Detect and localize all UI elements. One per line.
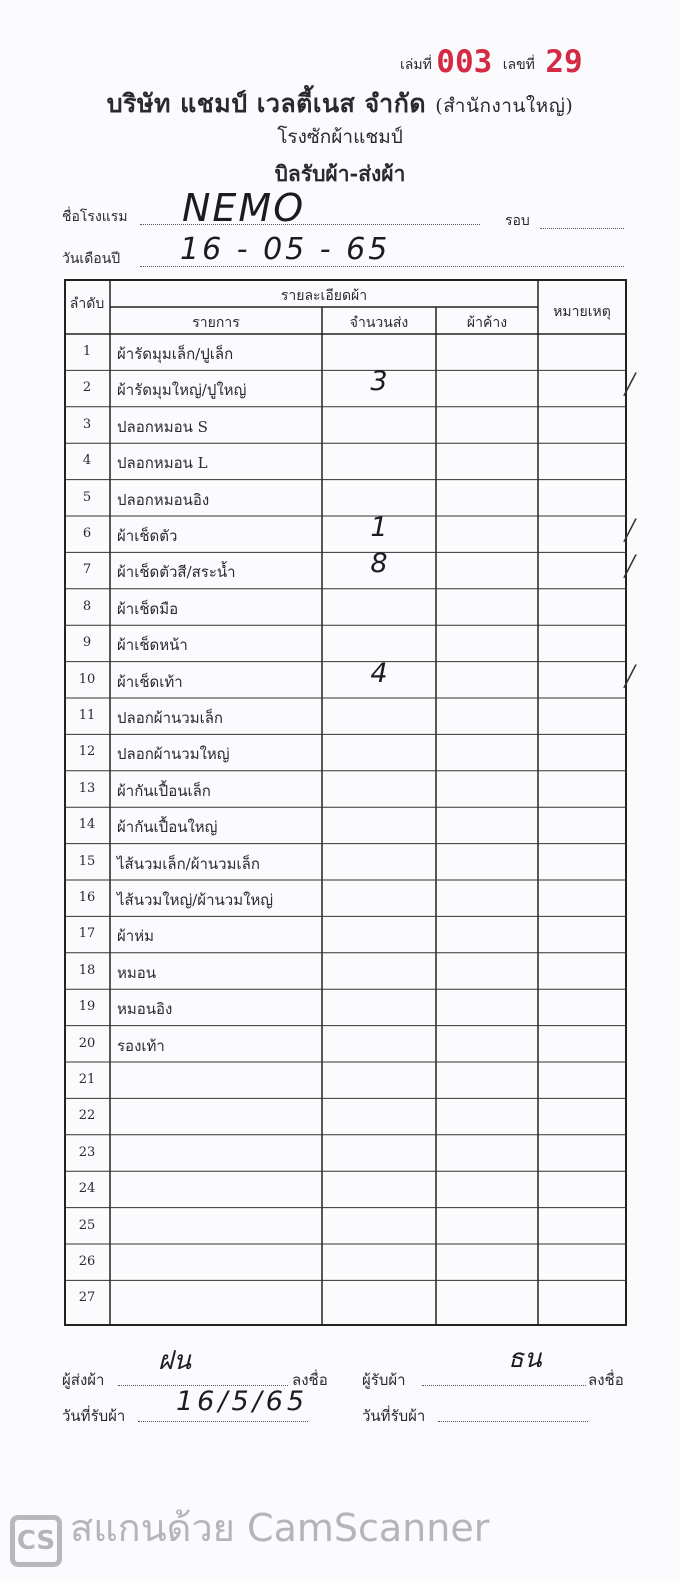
row-number: 3 — [82, 416, 92, 432]
row-item: ผ้าห่ม — [117, 927, 154, 946]
receiver-date-label: วันที่รับผ้า — [362, 1407, 426, 1425]
row-number: 1 — [82, 344, 92, 359]
row-number: 20 — [78, 1035, 96, 1051]
col-group-header: รายละเอียดผ้า — [280, 288, 368, 304]
col-remark-header: หมายเหตุ — [553, 304, 611, 320]
check-mark-icon: ╱ — [624, 554, 637, 579]
row-number: 9 — [82, 635, 92, 651]
row-item: ปลอกผ้านวมเล็ก — [117, 709, 223, 727]
hotel-label: ชื่อโรงแรม — [62, 209, 128, 225]
receiver-dotline — [422, 1385, 586, 1386]
col-sent-header: จำนวนส่ง — [349, 315, 409, 331]
row-item: ไส้นวมใหญ่/ผ้านวมใหญ่ — [117, 891, 274, 909]
row-number: 22 — [78, 1108, 96, 1124]
date-label: วันเดือนปี — [62, 251, 121, 267]
row-number: 8 — [82, 598, 92, 614]
row-number: 13 — [78, 780, 96, 796]
receiver-date-dotline — [438, 1421, 588, 1422]
sender-signature: ฝน — [158, 1346, 192, 1376]
row-item: ไส้นวมเล็ก/ผ้านวมเล็ก — [117, 854, 260, 873]
row-item: ปลอกหมอน L — [117, 454, 208, 473]
book-number: 003 — [436, 44, 493, 80]
row-number: 12 — [78, 744, 96, 760]
book-number-line — [400, 44, 583, 80]
row-item: ผ้าเช็ดมือ — [117, 599, 179, 618]
row-number: 23 — [78, 1144, 96, 1160]
serial-number: 29 — [545, 44, 583, 80]
row-number: 24 — [78, 1181, 96, 1197]
camscanner-logo-icon: CS — [10, 1515, 62, 1567]
receiver-sign-label: ลงชื่อ — [588, 1371, 624, 1389]
row-number: 4 — [82, 453, 92, 469]
col-pending-header: ผ้าค้าง — [466, 315, 508, 331]
watermark-text: สแกนด้วย CamScanner — [70, 1506, 490, 1550]
sender-label: ผู้ส่งผ้า — [62, 1371, 105, 1389]
sender-date-value: 16/5/65 — [176, 1386, 309, 1417]
company-title: บริษัท แชมป์ เวลตี้เนส จำกัด — [106, 89, 427, 118]
row-number: 14 — [78, 817, 96, 833]
row-item: ผ้าเช็ดตัว — [117, 527, 178, 545]
row-qty: 3 — [370, 366, 388, 398]
col-item-header: รายการ — [192, 315, 240, 331]
row-number: 10 — [78, 671, 96, 687]
row-item: ปลอกหมอนอิง — [117, 490, 210, 509]
check-mark-icon: ╱ — [624, 663, 637, 688]
row-qty: 4 — [370, 657, 388, 689]
row-number: 2 — [82, 380, 92, 396]
row-number: 5 — [82, 489, 92, 505]
row-number: 19 — [78, 999, 96, 1015]
check-mark-icon: ╱ — [624, 372, 637, 397]
row-item: ผ้ารัดมุมใหญ่/ปูใหญ่ — [117, 381, 247, 400]
row-number: 15 — [78, 853, 96, 869]
row-number: 27 — [78, 1290, 96, 1306]
check-mark-icon: ╱ — [624, 518, 637, 542]
row-item: ผ้าเช็ดตัวสี/สระน้ำ — [117, 563, 236, 582]
camscanner-watermark — [10, 1497, 489, 1567]
row-item: ผ้ากันเปื้อนใหญ่ — [117, 818, 218, 837]
date-value: 16 - 05 - 65 — [180, 232, 391, 267]
row-item: หมอนอิง — [117, 1000, 173, 1019]
book-label: เล่มที่ — [400, 57, 432, 73]
sender-date-label: วันที่รับผ้า — [62, 1407, 126, 1425]
row-item: ปลอกหมอน S — [117, 417, 208, 436]
row-number: 18 — [78, 962, 96, 978]
sender-sign-label: ลงชื่อ — [292, 1371, 328, 1389]
row-number: 16 — [78, 890, 96, 905]
document-title: บิลรับผ้า-ส่งผ้า — [274, 161, 406, 186]
row-item: ผ้ากันเปื้อนเล็ก — [117, 781, 211, 800]
row-number: 6 — [82, 526, 92, 541]
hotel-value: NEMO — [182, 186, 306, 230]
row-number: 26 — [78, 1254, 96, 1269]
col-no-header: ลำดับ — [69, 296, 105, 312]
row-qty: 8 — [370, 548, 388, 580]
row-item: ผ้าเช็ดเท้า — [117, 672, 183, 691]
row-item: รองเท้า — [117, 1036, 165, 1055]
row-item: ผ้ารัดมุมเล็ก/ปูเล็ก — [117, 345, 234, 363]
company-branch: (สำนักงานใหญ่) — [435, 95, 574, 117]
receiver-signature: ธน — [508, 1344, 542, 1374]
round-dotline — [540, 228, 624, 229]
company-name — [0, 84, 680, 124]
row-item: หมอน — [117, 963, 157, 982]
round-label: รอบ — [505, 213, 530, 229]
row-item: ปลอกผ้านวมใหญ่ — [117, 745, 230, 764]
row-qty: 1 — [370, 512, 388, 543]
row-number: 25 — [78, 1217, 96, 1233]
row-item: ผ้าเช็ดหน้า — [117, 636, 188, 655]
number-label: เลขที่ — [502, 57, 535, 73]
row-number: 11 — [78, 708, 96, 723]
row-number: 21 — [78, 1072, 96, 1087]
sender-date-dotline — [138, 1421, 308, 1422]
row-number: 7 — [82, 562, 92, 578]
row-number: 17 — [78, 926, 96, 942]
receiver-label: ผู้รับผ้า — [362, 1371, 406, 1389]
plant-name: โรงซักผ้าแชมป์ — [277, 126, 403, 148]
